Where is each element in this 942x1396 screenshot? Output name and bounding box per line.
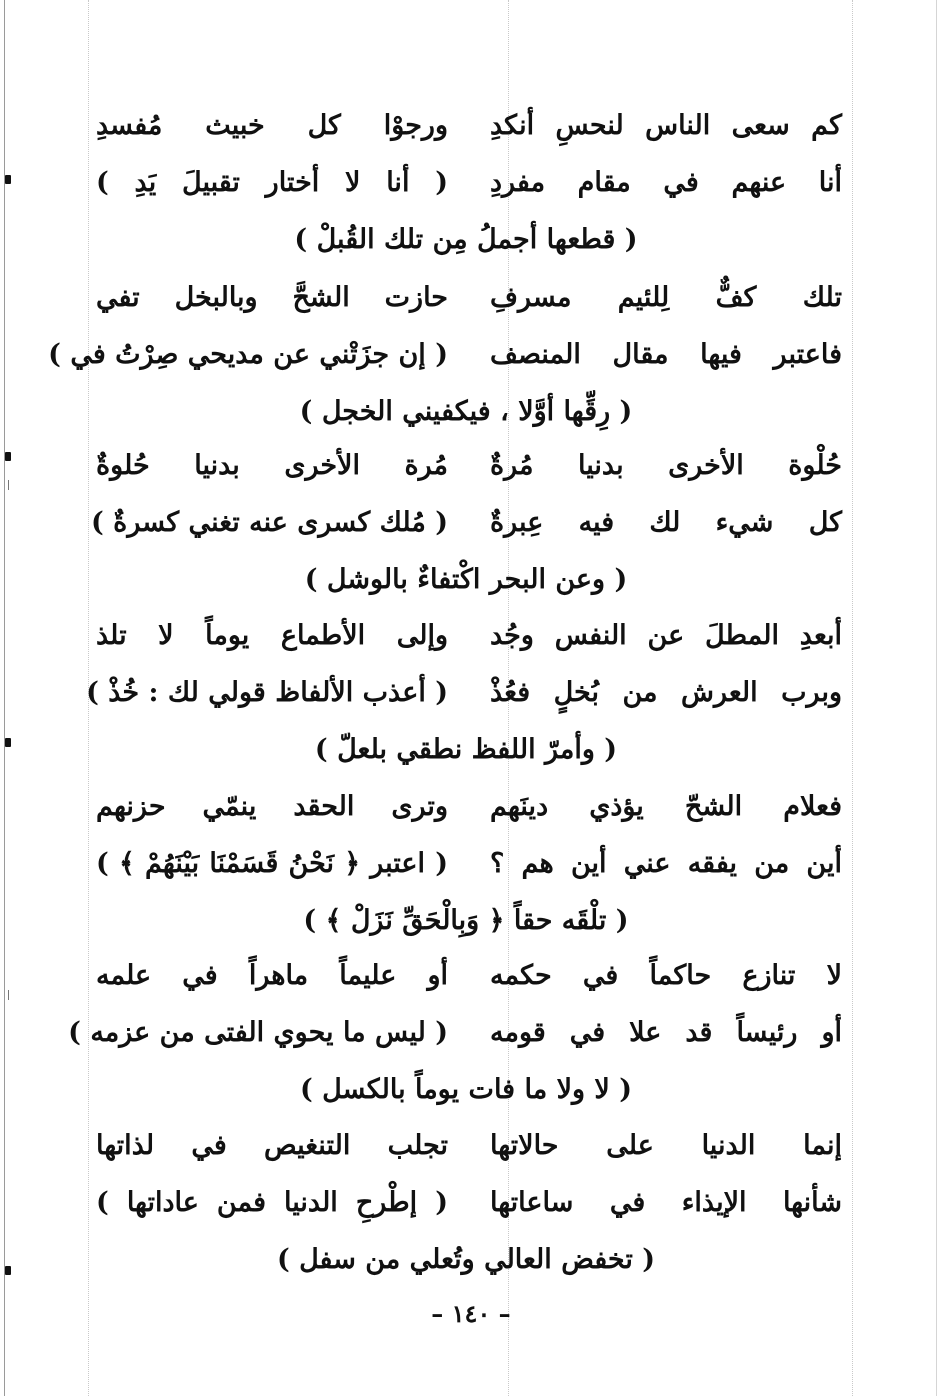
stanza-refrain: ( رِقِّها أوَّلا ، فيكفيني الخجل ) [299, 396, 633, 427]
margin-mark [5, 452, 11, 461]
verse-hemistich: ( إطْرحِ الدنيا فمن عاداتها ) [96, 1187, 448, 1218]
verse-hemistich: أو رئيساً قد علا في قومه [490, 1017, 842, 1048]
verse-hemistich: ورجوْا كل خبيث مُفسدِ [96, 110, 448, 141]
stanza-refrain: ( تخفض العالي وتُعلي من سفل ) [276, 1244, 656, 1275]
poem-stanza [68, 950, 842, 1120]
verse-hemistich: ( أعذب الألفاظ قولي لك : خُذْ ) [86, 677, 448, 708]
verse-hemistich: شأنها الإيذاء في ساعاتها [490, 1187, 842, 1218]
page-right-edge [936, 0, 937, 1396]
verse-hemistich: أنا عنهم في مقام مفردِ [490, 167, 842, 198]
stanza-refrain: ( وعن البحر اكْتفاءٌ بالوشل ) [304, 564, 628, 595]
poem-stanza [90, 440, 842, 610]
verse-hemistich: حازت الشحَّ وبالبخل تفي [96, 282, 448, 313]
page-number: – ١٤٠ – [431, 1299, 511, 1328]
verse-hemistich: كل شيء لك فيه عِبرةٌ [490, 507, 842, 538]
poem-stanza [48, 272, 842, 442]
margin-mark [5, 1266, 11, 1275]
stanza-refrain: ( وأمرّ اللفظ نطقي بلعلّ ) [314, 734, 618, 765]
verse-hemistich: فعلام الشحّ يؤذي دينَهم [490, 791, 842, 822]
verse-hemistich: وبرب العرش من بُخلٍ فعُذْ [490, 677, 842, 708]
verse-hemistich: تلك كفٌّ لِلئيم مسرفِ [490, 282, 842, 313]
verse-hemistich: تجلب التنغيص في لذاتها [96, 1130, 448, 1161]
verse-hemistich: إنما الدنيا على حالاتها [490, 1130, 842, 1161]
verse-hemistich: حُلْوة الأخرى بدنيا مُرةٌ [490, 450, 842, 481]
poem-stanza [86, 610, 842, 780]
verse-hemistich: أبعدِ المطلَ عن النفس وجُد [490, 620, 842, 651]
verse-hemistich: ( مُلك كسرى عنه تغني كسرةٌ ) [91, 507, 448, 538]
verse-hemistich: فاعتبر فيها مقال المنصف [490, 339, 842, 370]
verse-hemistich: ( أنا لا أختار تقبيلَ يَدِ ) [96, 167, 448, 198]
verse-hemistich: لا تنازع حاكماً في حكمه [490, 960, 842, 991]
poem-stanza [90, 100, 842, 270]
stanza-refrain: ( قطعها أجملُ مِن تلك القُبلْ ) [294, 224, 638, 255]
verse-hemistich: مُرة الأخرى بدنيا حُلوةٌ [96, 450, 448, 481]
poem-stanza [90, 1120, 842, 1290]
margin-mark [5, 175, 11, 184]
stanza-refrain: ( تلْقَه حقاً ﴿ وَبِالْحَقِّ نَزَلْ ﴾ ) [303, 905, 629, 936]
poem-stanza [90, 781, 842, 951]
verse-hemistich: ( ليس ما يحوي الفتى من عزمه ) [68, 1017, 448, 1048]
verse-hemistich: كم سعى الناس لنحسِ أنكدِ [490, 110, 842, 141]
column-guide-line [852, 0, 853, 1396]
page-left-edge [4, 0, 5, 1396]
verse-hemistich: وإلى الأطماع يوماً لا تلذ [96, 620, 448, 651]
verse-hemistich: ( إن جزَتْني عن مديحي صِرْتُ في ) [48, 339, 448, 370]
verse-hemistich: أين من يفقه عني أين هم ؟ [490, 848, 842, 879]
verse-hemistich: ( اعتبر ﴿ نَحْنُ قَسَمْنَا بَيْنَهُمْ ﴾ ) [96, 848, 448, 879]
verse-hemistich: أو عليماً ماهراً في علمه [96, 960, 448, 991]
margin-mark [8, 990, 9, 1000]
margin-mark [8, 480, 9, 490]
stanza-refrain: ( لا ولا ما فات يوماً بالكسل ) [300, 1074, 632, 1105]
verse-hemistich: وترى الحقد ينمّي حزنهم [96, 791, 448, 822]
margin-mark [5, 738, 11, 747]
